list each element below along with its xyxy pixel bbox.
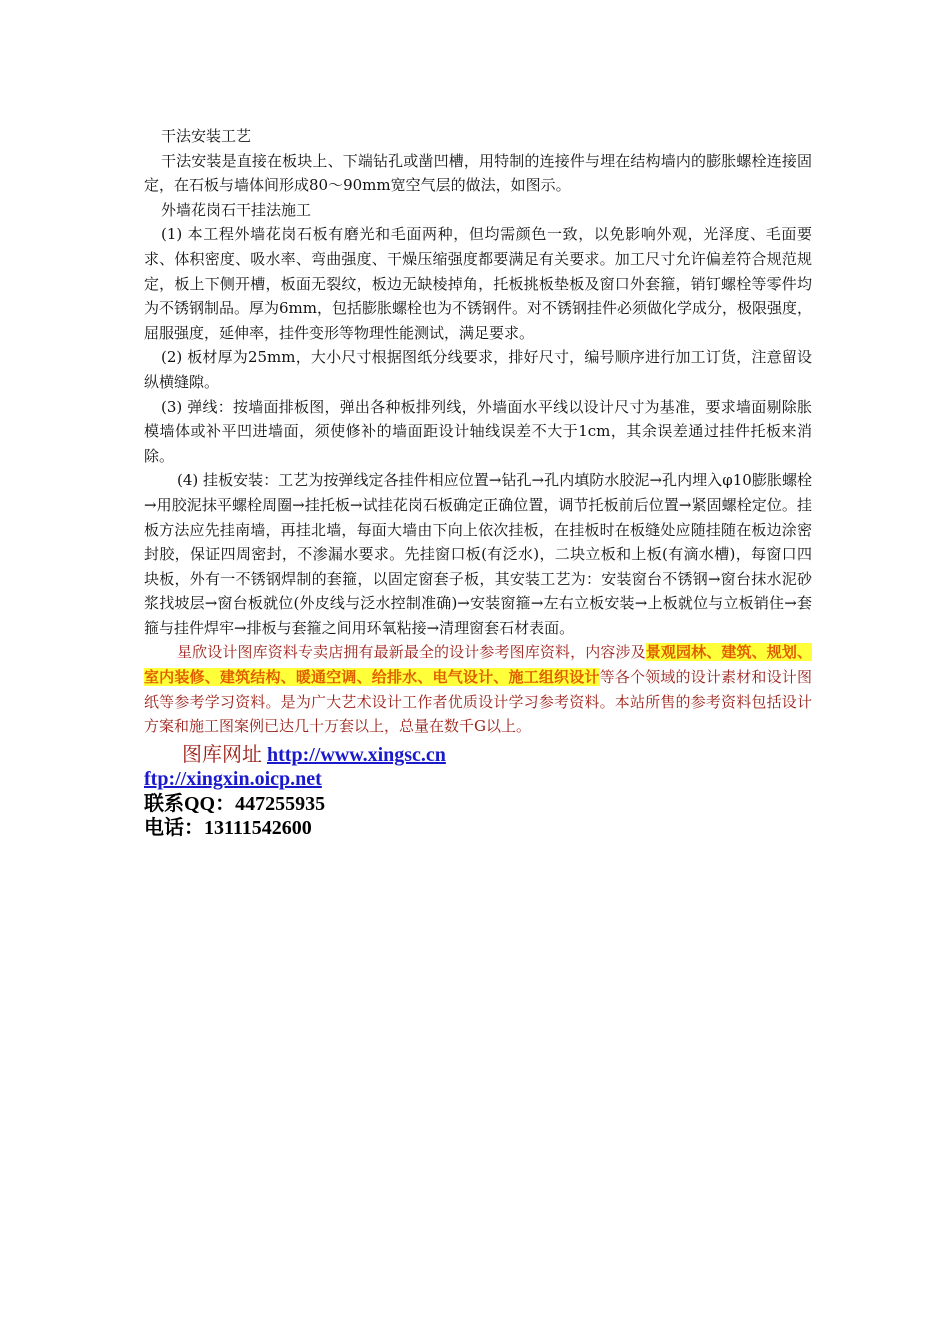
- site-url-link[interactable]: http://www.xingsc.cn: [267, 743, 446, 766]
- list-item-3: (3) 弹线：按墙面排板图，弹出各种板排列线，外墙面水平线以设计尺寸为基准，要求墙面剔除胀模墙体或补平凹进墙面，须使修补的墙面距设计轴线误差不大于1cm，其余误差通过挂件托板来消除。: [144, 397, 812, 465]
- list-item-2: (2) 板材厚为25mm，大小尺寸根据图纸分线要求，排好尺寸，编号顺序进行加工订货，注意留设纵横缝隙。: [144, 348, 812, 391]
- phone-value: 13111542600: [204, 817, 312, 840]
- qq-line: [144, 792, 812, 817]
- section-heading-dry-install: 干法安装工艺: [161, 127, 252, 145]
- phone-label: 电话：: [144, 817, 204, 840]
- promo-text-before: 星欣设计图库资料专卖店拥有最新最全的设计参考图库资料，内容涉及: [177, 643, 646, 662]
- section-heading-granite: 外墙花岗石干挂法施工: [161, 200, 312, 219]
- qq-label: 联系QQ：: [144, 792, 236, 815]
- promo-paragraph: [144, 640, 812, 738]
- ftp-url-link[interactable]: ftp://xingxin.oicp.net: [144, 768, 322, 791]
- promo-text-after: 等各个领域的设计素材和设计图纸等参考学习资料。是为广大艺术设计工作者优质设计学习参考资料。本站所售的参考资料包括设计方案和施工图案例已达几十万套以上，总量在数千G以上。: [144, 668, 812, 736]
- promo-highlight: 景观园林、建筑、规划、室内装修、建筑结构、暖通空调、给排水、电气设计、施工组织设计: [144, 643, 812, 687]
- site-label: 图库网址: [182, 743, 262, 766]
- contact-block: [144, 743, 812, 841]
- qq-value: 447255935: [235, 792, 326, 815]
- list-item-4: (4) 挂板安装：工艺为按弹线定各挂件相应位置→钻孔→孔内填防水胶泥→孔内埋入φ10膨胀螺栓→用胶泥抹平螺栓周圈→挂托板→试挂花岗石板确定正确位置，调节托板前后位置→紧固螺栓定位。挂板方法应先挂南墙，再挂北墙，每面大墙由下向上依次挂板，在挂板时在板缝处应随挂随在板边涂密封胶，保证四周密封，不渗漏水要求。先挂窗口板(有泛水)，二块立板和上板(有滴水槽)，每窗口四块板，外有一不锈钢焊制的套箍，以固定窗套子板，其安装工艺为：安装窗台不锈钢→窗台抹水泥砂浆找坡层→窗台板就位(外皮线与泛水控制准确)→安装窗箍→左右立板安装→上板就位与立板销住→套箍与挂件焊牢→排板与套箍之间用环氧粘接→清理窗套石材表面。: [144, 471, 812, 637]
- ftp-line: [144, 767, 812, 792]
- list-item-1: (1) 本工程外墙花岗石板有磨光和毛面两种，但均需颜色一致，以免影响外观，光泽度、毛面要求、体积密度、吸水率、弯曲强度、干燥压缩强度都要满足有关要求。加工尺寸允许偏差符合规范规定，板上下侧开槽，板面无裂纹，板边无缺棱掉角，托板挑板垫板及窗口外套箍，销钉螺栓等零件均为不锈钢制品。厚为6mm，包括膨胀螺栓也为不锈钢件。对不锈钢挂件必须做化学成分，极限强度，屈服强度，延伸率，挂件变形等物理性能测试，满足要求。: [144, 225, 812, 342]
- phone-line: [144, 816, 812, 841]
- site-line: [144, 743, 812, 768]
- document-body: [144, 124, 812, 841]
- paragraph-dry-install: 干法安装是直接在板块上、下端钻孔或凿凹槽，用特制的连接件与埋在结构墙内的膨胀螺栓连接固定，在石板与墙体间形成80～90mm宽空气层的做法，如图示。: [144, 151, 812, 195]
